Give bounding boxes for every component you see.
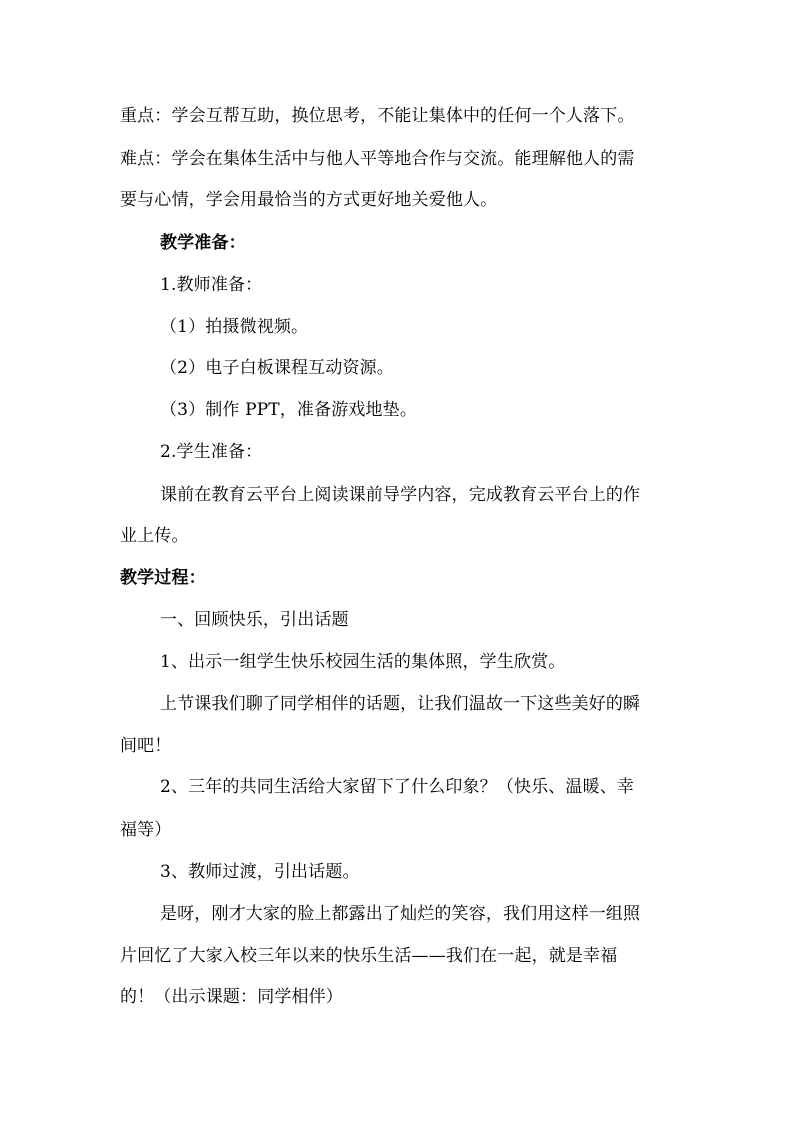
section-one-heading: 一、回顾快乐，引出话题: [160, 610, 349, 630]
review-paragraph-line-2: 间吧！: [120, 736, 172, 756]
difficulty-line-2: 要与心情，学会用最恰当的方式更好地关爱他人。: [120, 190, 498, 210]
teacher-preparation-item-2: （2）电子白板课程互动资源。: [160, 358, 394, 378]
transition-paragraph-line-2: 片回忆了大家入校三年以来的快乐生活——我们在一起，就是幸福: [120, 946, 618, 966]
teacher-preparation-item-1: （1）拍摄微视频。: [160, 317, 309, 337]
teacher-preparation-item-3: （3）制作 PPT，准备游戏地垫。: [160, 400, 417, 420]
teaching-process-heading: 教学过程：: [120, 568, 206, 588]
process-item-1: 1、出示一组学生快乐校园生活的集体照，学生欣赏。: [160, 652, 566, 672]
transition-paragraph-line-1: 是呀，刚才大家的脸上都露出了灿烂的笑容，我们用这样一组照: [160, 904, 641, 924]
process-item-2-line-2: 福等）: [120, 820, 172, 840]
teacher-preparation-label: 1.教师准备：: [160, 275, 263, 295]
difficulty-line-1: 难点：学会在集体生活中与他人平等地合作与交流。能理解他人的需: [120, 149, 635, 169]
key-point-line: 重点：学会互帮互助，换位思考，不能让集体中的任何一个人落下。: [120, 106, 635, 126]
student-preparation-label: 2.学生准备：: [160, 442, 263, 462]
process-item-3: 3、教师过渡，引出话题。: [160, 862, 360, 882]
review-paragraph-line-1: 上节课我们聊了同学相伴的话题，让我们温故一下这些美好的瞬: [160, 694, 641, 714]
student-preparation-line-2: 业上传。: [120, 526, 189, 546]
transition-paragraph-line-3: 的！（出示课题：同学相伴）: [120, 987, 343, 1007]
process-item-2-line-1: 2、三年的共同生活给大家留下了什么印象？（快乐、温暖、幸: [160, 777, 635, 797]
student-preparation-line-1: 课前在教育云平台上阅读课前导学内容，完成教育云平台上的作: [160, 485, 641, 505]
teaching-preparation-heading: 教学准备：: [160, 233, 246, 253]
